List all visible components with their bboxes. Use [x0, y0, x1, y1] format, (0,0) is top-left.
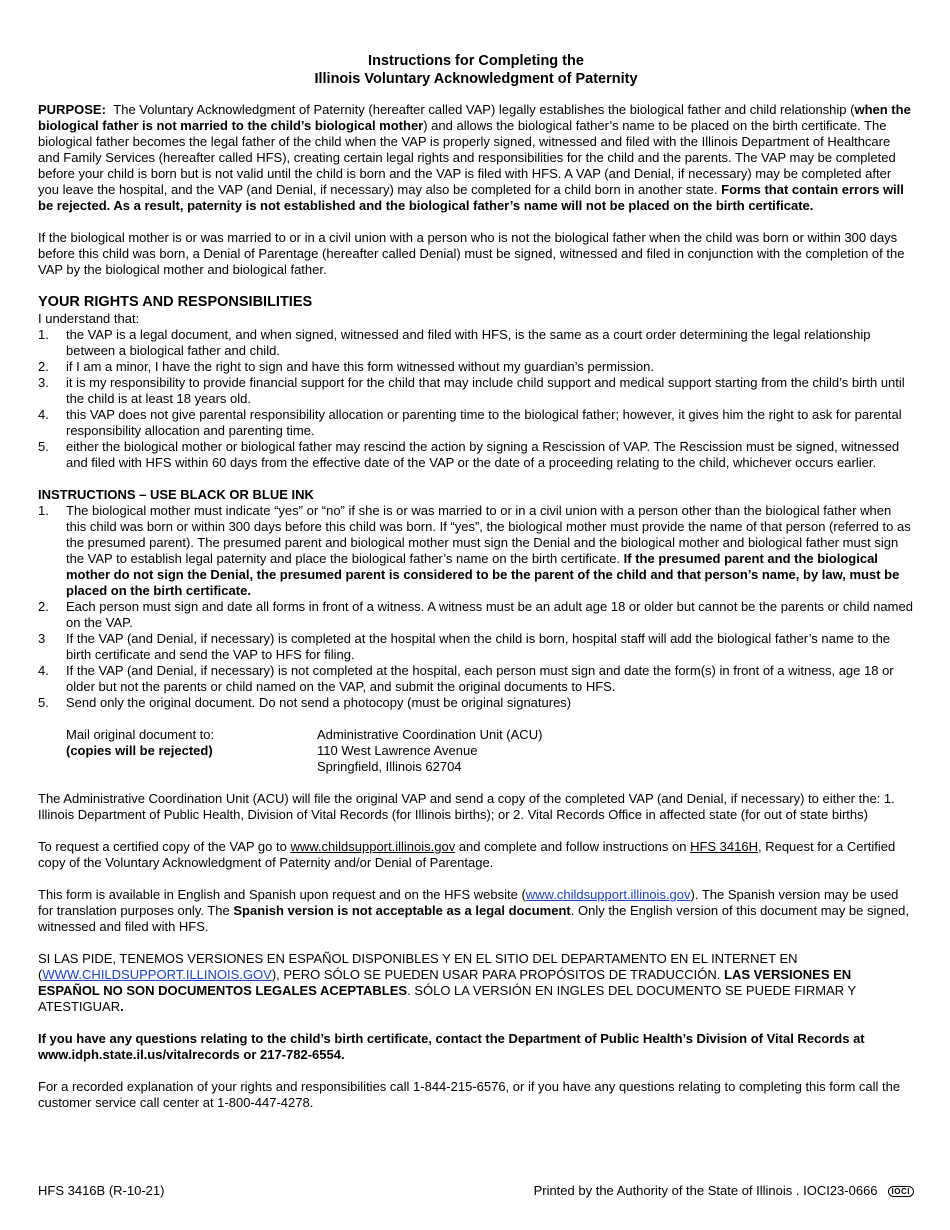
purpose-bold-1: when the biological father is not married to the child’s biological mother — [38, 102, 911, 133]
spanish-bold: LAS VERSIONES EN ESPAÑOL NO SON DOCUMENTOS LEGALES ACEPTABLES — [38, 967, 852, 998]
list-text: Each person must sign and date all forms in front of a witness. A witness must be an adult age 18 or older but cannot be the parents or child named on the VAP. — [66, 599, 913, 630]
union-bug-logo: IOCI — [888, 1186, 914, 1197]
title-line-2: Illinois Voluntary Acknowledgment of Paternity — [314, 71, 638, 87]
list-text: this VAP does not give parental responsibility allocation or parenting time to the biological father; however, it gives him the right to ask for parental responsibility allocation and parenting time. — [66, 407, 902, 438]
available-text-1: This form is available in English and Spanish upon request and on the HFS website ( — [38, 887, 526, 902]
purpose-text-2: ) and allows the biological father’s name to be placed on the birth certificate. The biological father becomes the legal father of the child when the VAP is properly signed, witnessed and filed with the Illinois Department of Healthcare and Family Services (hereafter called HFS), creating certain legal rights and responsibilities for the child and the parents. The VAP may be completed before your child is born but is not valid until the child is born and the VAP is filed with HFS. A VAP (and Denial, if necessary) may be completed after you leave the hospital, and the VAP (and Denial, if necessary) may also be completed for a child born in another state. — [38, 118, 896, 197]
available-text-2: ). The Spanish version may be used for translation purposes only. The — [38, 887, 899, 918]
spanish-text-3: . SÓLO LA VERSIÓN EN INGLES DEL DOCUMENTO SE PUEDE FIRMAR Y ATESTIGUAR — [38, 983, 856, 1014]
list-number: 4. — [38, 407, 49, 422]
title-line-1: Instructions for Completing the — [368, 53, 584, 69]
denial-paragraph: If the biological mother is or was married to or in a civil union with a person who is not the biological father when the child was born or within 300 days before this child was born, a Denial of Parentage (hereafter called Denial) must be signed, witnessed and filed in conjunction with the completion of the VAP by the biological mother and biological father. — [38, 230, 905, 277]
address-line-3: Springfield, Illinois 62704 — [317, 759, 462, 774]
instructions-list — [38, 503, 914, 711]
spanish-text-2: ), PERO SÓLO SE PUEDEN USAR PARA PROPÓSITOS DE TRADUCCIÓN. — [271, 967, 725, 982]
form-id: HFS 3416B (R-10-21) — [38, 1183, 165, 1198]
instruction-item — [38, 599, 914, 631]
instruction-item — [38, 695, 914, 711]
hfs-3416h-link[interactable]: HFS 3416H — [690, 839, 758, 854]
footer-right — [534, 1183, 914, 1199]
availability-paragraph — [38, 887, 914, 935]
list-number: 3 — [38, 631, 46, 646]
page-footer — [38, 1183, 914, 1199]
instruction-item — [38, 503, 914, 599]
list-text: if I am a minor, I have the right to sign and have this form witnessed without my guardian’s permission. — [66, 359, 654, 374]
mail-labels — [66, 727, 317, 775]
childsupport-link[interactable]: www.childsupport.illinois.gov — [290, 839, 456, 854]
rights-item — [38, 407, 914, 439]
available-text-3: . Only the English version of this document may be signed, witnessed and filed with HFS. — [38, 903, 909, 934]
instruction-item — [38, 631, 914, 663]
list-text: If the VAP (and Denial, if necessary) is not completed at the hospital, each person must sign and date the form(s) in front of a witness, age 18 or older but not the parents or child named on the VAP, and submit the original documents to HFS. — [66, 663, 894, 694]
list-number: 4. — [38, 663, 49, 678]
list-number: 2. — [38, 359, 49, 374]
list-number: 1. — [38, 327, 49, 342]
address-line-1: Administrative Coordination Unit (ACU) — [317, 727, 543, 742]
birth-certificate-paragraph: If you have any questions relating to the child’s birth certificate, contact the Department of Public Health’s Division of Vital Records at www.idph.state.il.us/vitalrecords or 217-782-6554. — [38, 1031, 865, 1062]
document-page — [38, 52, 914, 1127]
certified-text-2: and complete and follow instructions on — [455, 839, 691, 854]
list-text: If the VAP (and Denial, if necessary) is completed at the hospital when the child is born, hospital staff will add the biological father’s name to the birth certificate and send the VAP to HFS for filing. — [66, 631, 891, 662]
mailing-address-block — [38, 727, 914, 775]
list-text: The biological mother must indicate “yes” or “no” if she is or was married to or in a civil union with a person other than the biological father when this child was born or within 300 days before this child was born. If “yes”, the biological mother must provide the name of that person (referred to as the presumed parent). The presumed parent and biological mother must sign the Denial and the biological mother and biological father must sign the VAP to establish legal paternity and place the biological father’s name on the birth certificate. — [66, 503, 911, 566]
purpose-bold-2: Forms that contain errors will be rejected. As a result, paternity is not established and the biological father’s name will not be placed on the birth certificate. — [38, 182, 904, 213]
list-text: the VAP is a legal document, and when signed, witnessed and filed with HFS, is the same as a court order determining the legal relationship between a biological father and child. — [66, 327, 871, 358]
spanish-bold-period: . — [120, 999, 124, 1014]
available-bold: Spanish version is not acceptable as a legal document — [233, 903, 571, 918]
rights-list — [38, 327, 914, 471]
purpose-text-1: The Voluntary Acknowledgment of Paternity (hereafter called VAP) legally establishes the biological father and child relationship ( — [113, 102, 855, 117]
instruction-item — [38, 663, 914, 695]
recorded-explanation-paragraph: For a recorded explanation of your rights and responsibilities call 1-844-215-6576, or if you have any questions relating to completing this form call the customer service call center at 1-800-447-4278. — [38, 1079, 901, 1110]
list-number: 2. — [38, 599, 49, 614]
list-text-bold: If the presumed parent and the biological mother do not sign the Denial, the presumed parent is considered to be the parent of the child and that person’s name, by law, must be placed on the birth certificate. — [66, 551, 900, 598]
spanish-text-1: SI LAS PIDE, TENEMOS VERSIONES EN ESPAÑOL DISPONIBLES Y EN EL SITIO DEL DEPARTAMENTO EN EL INTERNET EN ( — [38, 951, 798, 982]
hfs-website-link[interactable]: www.childsupport.illinois.gov — [525, 887, 691, 902]
address-line-2: 110 West Lawrence Avenue — [317, 743, 478, 758]
mail-label: Mail original document to: — [66, 727, 215, 742]
list-number: 1. — [38, 503, 49, 518]
mail-note: (copies will be rejected) — [66, 743, 213, 758]
list-number: 5. — [38, 439, 49, 454]
list-number: 3. — [38, 375, 49, 390]
rights-item — [38, 327, 914, 359]
spanish-paragraph — [38, 951, 914, 1015]
certified-copy-paragraph — [38, 839, 914, 871]
list-text: either the biological mother or biological father may rescind the action by signing a Rescission of VAP. The Rescission must be signed, witnessed and filed with HFS within 60 days from the effective date of the VAP or the date of a proceeding relating to the child, whichever occurs earlier. — [66, 439, 900, 470]
rights-item — [38, 439, 914, 471]
mail-address — [317, 727, 542, 775]
list-number: 5. — [38, 695, 49, 710]
rights-item — [38, 359, 914, 375]
list-text: it is my responsibility to provide financial support for the child that may include child support and medical support starting from the child’s birth until the child is at least 18 years old. — [66, 375, 905, 406]
purpose-paragraph — [38, 102, 914, 214]
rights-item — [38, 375, 914, 407]
printed-by: Printed by the Authority of the State of Illinois . IOCI23-0666 — [533, 1183, 878, 1198]
certified-text-3: , Request for a Certified copy of the Voluntary Acknowledgment of Paternity and/or Denial of Parentage. — [38, 839, 896, 870]
purpose-label: PURPOSE: — [38, 102, 106, 117]
rights-intro: I understand that: — [38, 311, 140, 326]
acu-paragraph: The Administrative Coordination Unit (ACU) will file the original VAP and send a copy of the completed VAP (and Denial, if necessary) to either the: 1. Illinois Department of Public Health, Division of Vital Records (for Illinois births); or 2. Vital Records Office in affected state (for out of state births) — [38, 791, 895, 822]
rights-heading: YOUR RIGHTS AND RESPONSIBILITIES — [38, 294, 313, 310]
spanish-website-link[interactable]: WWW.CHILDSUPPORT.ILLINOIS.GOV — [42, 967, 272, 982]
instructions-heading: INSTRUCTIONS – USE BLACK OR BLUE INK — [38, 487, 314, 502]
certified-text-1: To request a certified copy of the VAP go to — [38, 839, 291, 854]
document-title — [38, 52, 914, 88]
list-text: Send only the original document. Do not send a photocopy (must be original signatures) — [66, 695, 572, 710]
